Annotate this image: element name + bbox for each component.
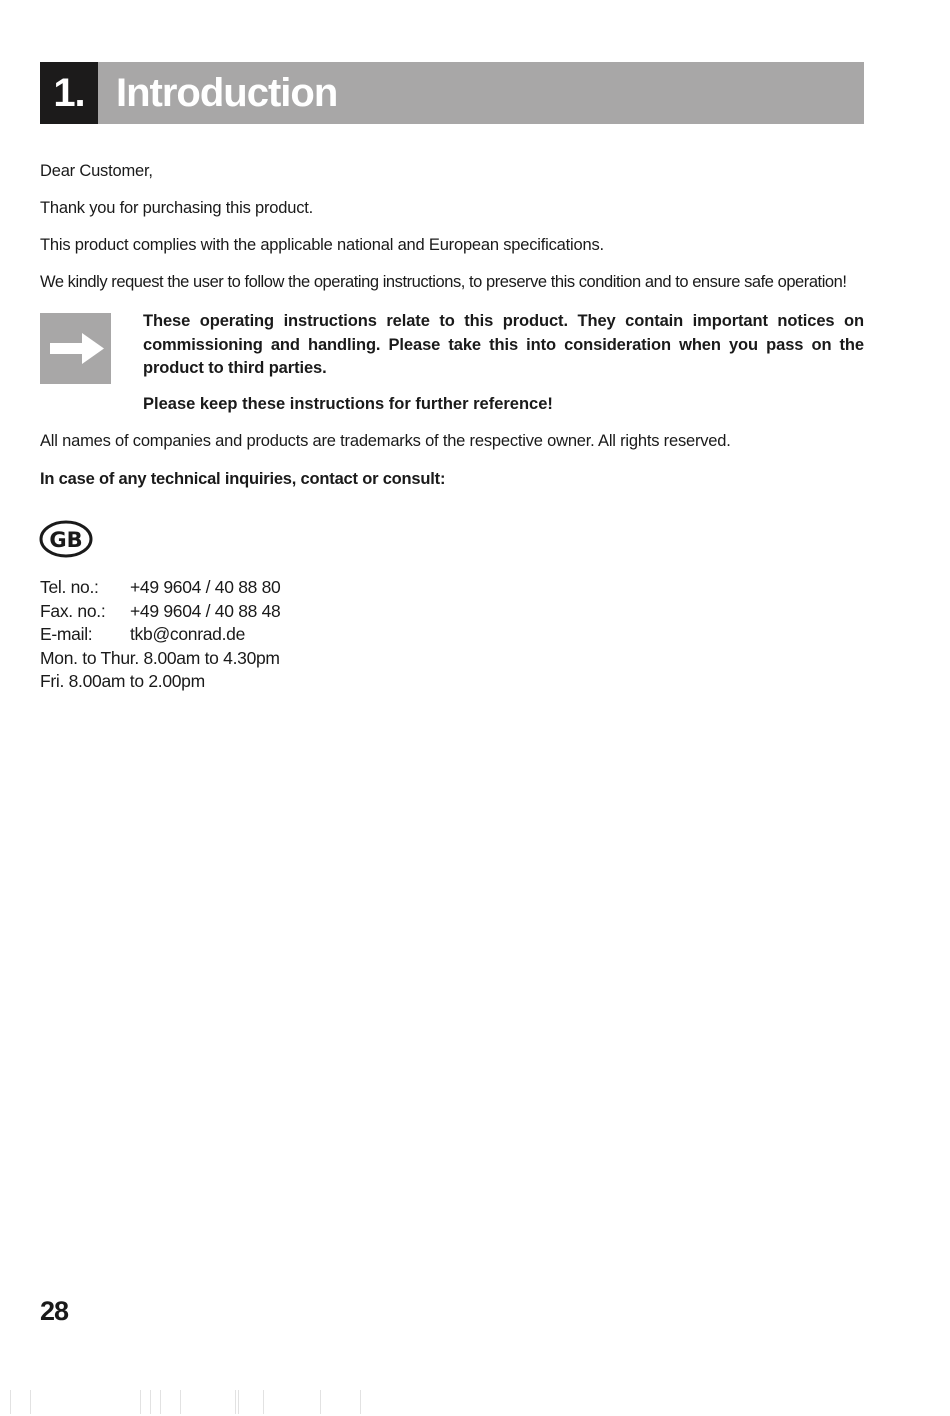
hours-weekdays: Mon. to Thur. 8.00am to 4.30pm: [40, 647, 280, 668]
greeting-text: Dear Customer,: [40, 162, 153, 180]
hours-friday: Fri. 8.00am to 2.00pm: [40, 671, 205, 691]
section-title: Introduction: [116, 70, 338, 115]
section-number: 1.: [40, 62, 98, 124]
contact-fax-row: [40, 600, 280, 624]
email-value: tkb@conrad.de: [130, 624, 246, 644]
page-number: 28: [40, 1296, 69, 1326]
fax-value: +49 9604 / 40 88 48: [130, 600, 281, 621]
tel-value: +49 9604 / 40 88 80: [130, 577, 281, 597]
arrow-right-icon: [40, 313, 111, 384]
contact-tel-row: [40, 576, 280, 600]
section-header: [40, 62, 864, 124]
country-badge-label: GB: [49, 528, 83, 552]
country-badge-gb: [39, 520, 93, 558]
tel-label: Tel. no.:: [40, 577, 99, 597]
notice-keep-text: Please keep these instructions for further reference!: [143, 395, 553, 413]
inquiries-heading: In case of any technical inquiries, contact or consult:: [40, 470, 446, 488]
request-text: We kindly request the user to follow the operating instructions, to preserve this condition and to ensure safe operation!: [40, 273, 847, 291]
contact-block: [40, 576, 280, 694]
compliance-text: This product complies with the applicable national and European specifications.: [40, 236, 604, 254]
notice-text: These operating instructions relate to this product. They contain important notices on commissioning and handling. Please take this into consideration when you pass on the product to third parties.: [143, 312, 864, 377]
print-marks: [0, 1390, 950, 1416]
fax-label: Fax. no.:: [40, 600, 106, 621]
thanks-text: Thank you for purchasing this product.: [40, 199, 314, 217]
trademarks-text: All names of companies and products are trademarks of the respective owner. All rights reserved.: [40, 432, 731, 450]
contact-email-row: [40, 623, 280, 647]
email-label: E-mail:: [40, 624, 93, 644]
